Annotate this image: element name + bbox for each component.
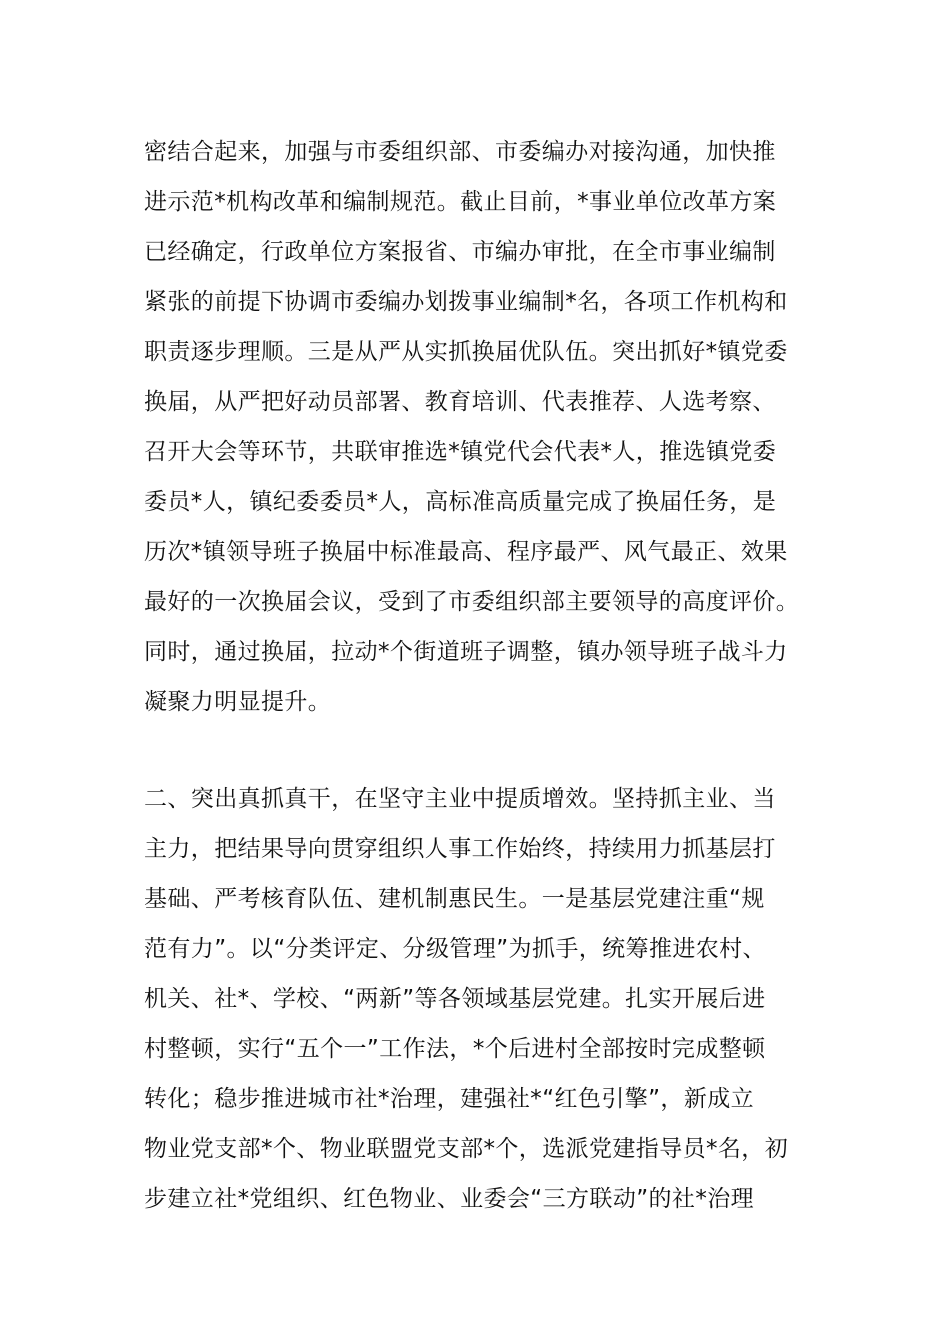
text-line: 凝聚力明显提升。 <box>144 689 332 715</box>
text-line: 机关、社*、学校、“两新”等各领域基层党建。扎实开展后进 <box>144 986 766 1012</box>
text-line: 转化；稳步推进城市社*治理，建强社*“红色引擎”，新成立 <box>144 1086 755 1112</box>
text-line: 密结合起来，加强与市委组织部、市委编办对接沟通，加快推 <box>144 139 776 165</box>
paragraph-1 <box>144 127 824 727</box>
text-line: 职责逐步理顺。三是从严从实抓换届优队伍。突出抓好*镇党委 <box>144 339 788 365</box>
text-line: 步建立社*党组织、红色物业、业委会“三方联动”的社*治理 <box>144 1186 755 1212</box>
paragraph-2 <box>144 774 824 1224</box>
text-line: 同时，通过换届，拉动*个街道班子调整，镇办领导班子战斗力 <box>144 639 788 665</box>
text-line: 已经确定，行政单位方案报省、市编办审批，在全市事业编制 <box>144 239 776 265</box>
text-line: 基础、严考核育队伍、建机制惠民生。一是基层党建注重“规 <box>144 886 765 912</box>
text-line: 最好的一次换届会议，受到了市委组织部主要领导的高度评价。 <box>144 589 800 615</box>
text-line: 主力，把结果导向贯穿组织人事工作始终，持续用力抓基层打 <box>144 836 776 862</box>
text-line: 历次*镇领导班子换届中标准最高、程序最严、风气最正、效果 <box>144 539 788 565</box>
text-line: 二、突出真抓真干，在坚守主业中提质增效。坚持抓主业、当 <box>144 786 776 812</box>
text-line: 换届，从严把好动员部署、教育培训、代表推荐、人选考察、 <box>144 389 776 415</box>
text-line: 村整顿，实行“五个一”工作法，*个后进村全部按时完成整顿 <box>144 1036 766 1062</box>
text-line: 委员*人，镇纪委委员*人，高标准高质量完成了换届任务，是 <box>144 489 777 515</box>
text-line: 召开大会等环节，共联审推选*镇党代会代表*人，推选镇党委 <box>144 439 777 465</box>
text-line: 紧张的前提下协调市委编办划拨事业编制*名，各项工作机构和 <box>144 289 788 315</box>
text-line: 物业党支部*个、物业联盟党支部*个，选派党建指导员*名，初 <box>144 1136 789 1162</box>
text-line: 进示范*机构改革和编制规范。截止目前，*事业单位改革方案 <box>144 189 777 215</box>
text-line: 范有力”。以“分类评定、分级管理”为抓手，统筹推进农村、 <box>144 936 766 962</box>
